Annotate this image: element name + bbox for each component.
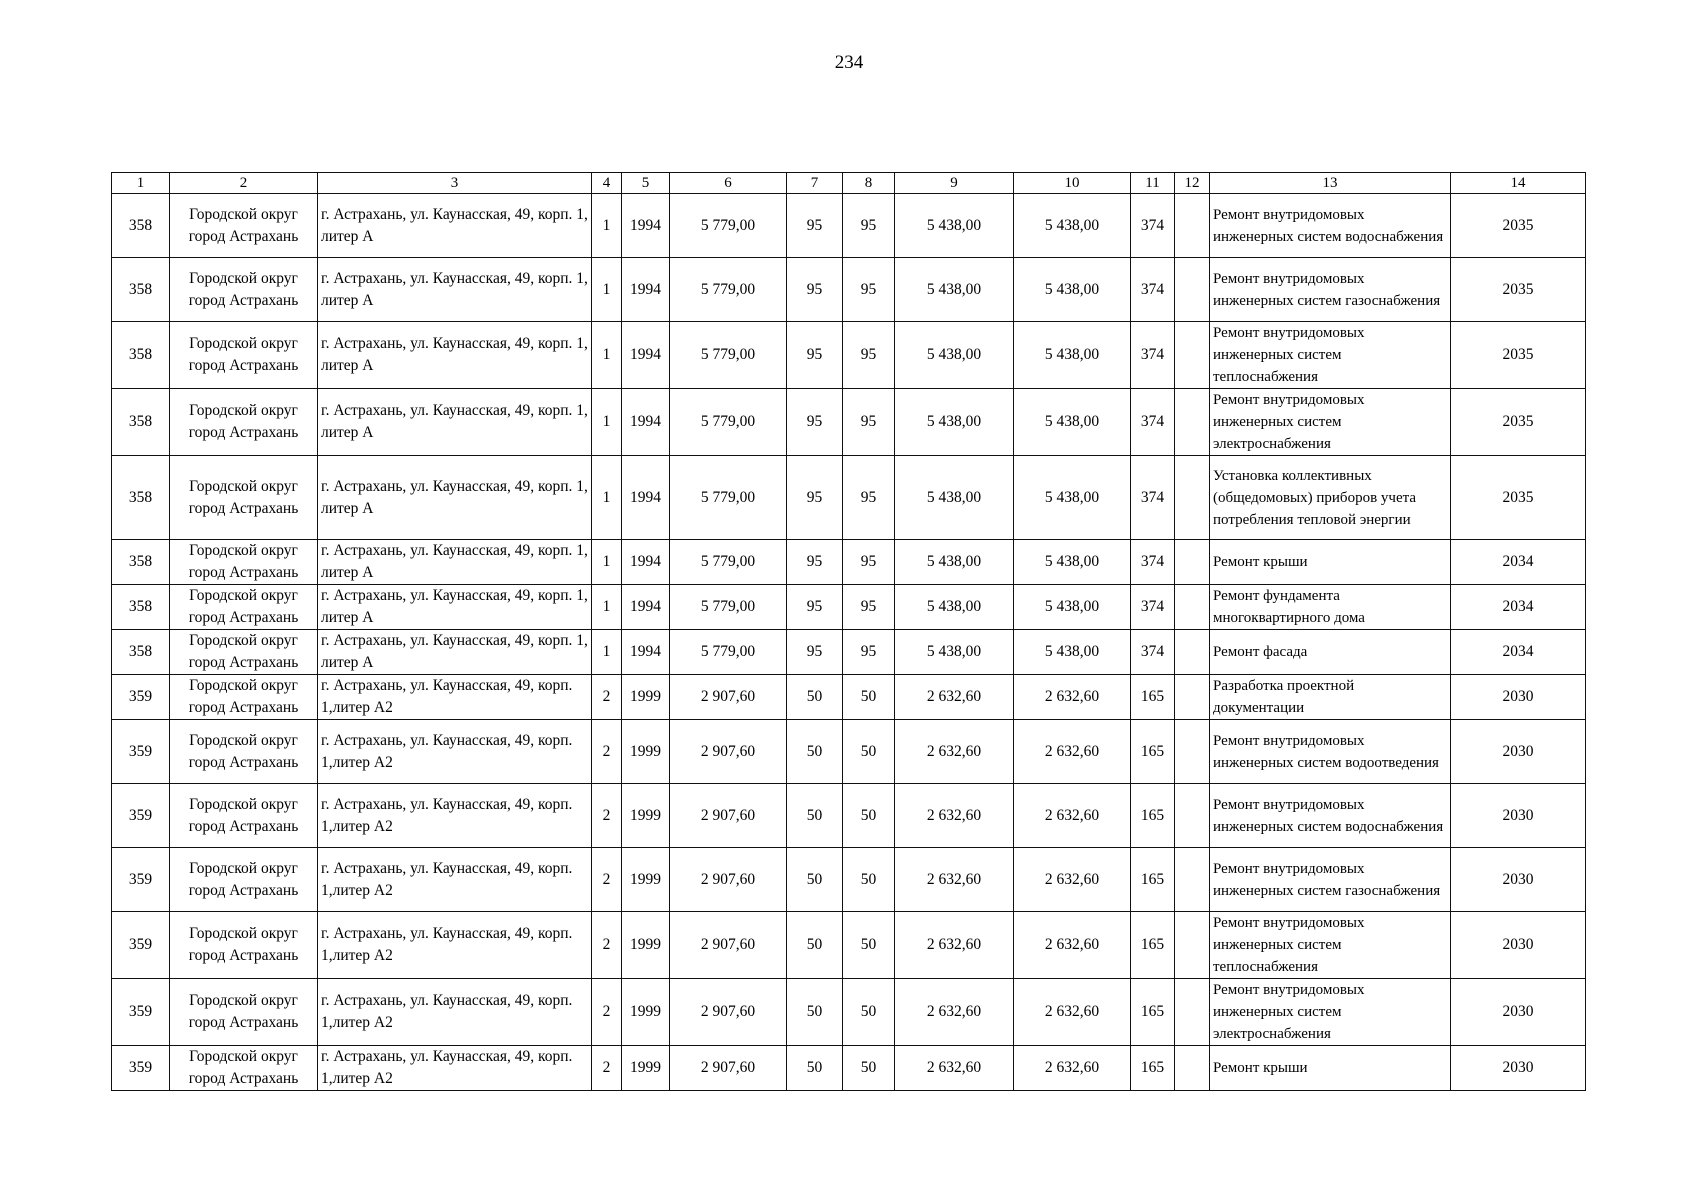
cell-year-built: 1999: [622, 979, 670, 1046]
cell-municipality: Городской округ город Астрахань: [170, 784, 318, 848]
cell-col-9: 5 438,00: [895, 258, 1014, 322]
cell-col-4: 1: [592, 322, 622, 389]
cell-residents: 165: [1131, 848, 1175, 912]
cell-work-type: Ремонт внутридомовых инженерных систем водоснабжения: [1210, 784, 1451, 848]
cell-col-4: 2: [592, 675, 622, 720]
cell-planned-year: 2030: [1451, 720, 1586, 784]
column-number-header-row: [112, 173, 1586, 194]
cell-work-type: Ремонт фасада: [1210, 630, 1451, 675]
cell-total-area: 2 907,60: [670, 1046, 787, 1091]
cell-planned-year: 2030: [1451, 848, 1586, 912]
cell-col-10: 2 632,60: [1014, 675, 1131, 720]
cell-planned-year: 2030: [1451, 675, 1586, 720]
cell-col-7: 95: [787, 389, 843, 456]
table-row: [112, 912, 1586, 979]
cell-record-number: 359: [112, 720, 170, 784]
table-row: [112, 585, 1586, 630]
cell-record-number: 359: [112, 848, 170, 912]
cell-residents: 374: [1131, 585, 1175, 630]
cell-col-12: [1175, 194, 1210, 258]
cell-municipality: Городской округ город Астрахань: [170, 258, 318, 322]
cell-total-area: 2 907,60: [670, 912, 787, 979]
cell-year-built: 1994: [622, 258, 670, 322]
cell-residents: 374: [1131, 322, 1175, 389]
cell-col-9: 2 632,60: [895, 1046, 1014, 1091]
cell-col-10: 2 632,60: [1014, 979, 1131, 1046]
cell-year-built: 1999: [622, 848, 670, 912]
cell-col-7: 95: [787, 194, 843, 258]
cell-planned-year: 2030: [1451, 912, 1586, 979]
cell-col-4: 1: [592, 540, 622, 585]
cell-municipality: Городской округ город Астрахань: [170, 848, 318, 912]
cell-col-9: 5 438,00: [895, 322, 1014, 389]
cell-col-12: [1175, 1046, 1210, 1091]
cell-col-8: 50: [843, 979, 895, 1046]
cell-record-number: 359: [112, 675, 170, 720]
cell-total-area: 5 779,00: [670, 630, 787, 675]
cell-col-8: 50: [843, 848, 895, 912]
cell-work-type: Ремонт крыши: [1210, 1046, 1451, 1091]
page-number: 234: [834, 52, 864, 73]
cell-planned-year: 2034: [1451, 585, 1586, 630]
cell-work-type: Ремонт фундамента многоквартирного дома: [1210, 585, 1451, 630]
cell-col-7: 50: [787, 912, 843, 979]
cell-work-type: Ремонт внутридомовых инженерных систем водоснабжения: [1210, 194, 1451, 258]
table-row: [112, 540, 1586, 585]
cell-address: г. Астрахань, ул. Каунасская, 49, корп. 1, литер А: [318, 322, 592, 389]
cell-col-10: 5 438,00: [1014, 322, 1131, 389]
cell-col-9: 2 632,60: [895, 979, 1014, 1046]
cell-total-area: 5 779,00: [670, 585, 787, 630]
cell-col-12: [1175, 540, 1210, 585]
cell-col-10: 2 632,60: [1014, 912, 1131, 979]
cell-municipality: Городской округ город Астрахань: [170, 979, 318, 1046]
cell-col-4: 2: [592, 720, 622, 784]
column-header: 12: [1175, 173, 1210, 194]
cell-col-4: 2: [592, 784, 622, 848]
cell-total-area: 5 779,00: [670, 540, 787, 585]
cell-municipality: Городской округ город Астрахань: [170, 540, 318, 585]
cell-col-10: 2 632,60: [1014, 848, 1131, 912]
cell-col-7: 95: [787, 630, 843, 675]
cell-col-10: 5 438,00: [1014, 194, 1131, 258]
cell-col-7: 95: [787, 540, 843, 585]
cell-col-8: 50: [843, 720, 895, 784]
cell-residents: 165: [1131, 1046, 1175, 1091]
cell-col-8: 95: [843, 540, 895, 585]
cell-address: г. Астрахань, ул. Каунасская, 49, корп. 1,литер А2: [318, 1046, 592, 1091]
cell-col-4: 1: [592, 194, 622, 258]
cell-record-number: 358: [112, 585, 170, 630]
cell-col-9: 2 632,60: [895, 675, 1014, 720]
cell-record-number: 359: [112, 1046, 170, 1091]
cell-work-type: Установка коллективных (общедомовых) приборов учета потребления тепловой энергии: [1210, 456, 1451, 540]
cell-col-7: 95: [787, 322, 843, 389]
cell-col-9: 2 632,60: [895, 848, 1014, 912]
cell-col-4: 2: [592, 848, 622, 912]
cell-year-built: 1994: [622, 322, 670, 389]
cell-residents: 374: [1131, 630, 1175, 675]
table-row: [112, 258, 1586, 322]
cell-municipality: Городской округ город Астрахань: [170, 322, 318, 389]
table-body: [112, 194, 1586, 1091]
cell-col-4: 2: [592, 912, 622, 979]
cell-col-7: 50: [787, 720, 843, 784]
cell-year-built: 1994: [622, 585, 670, 630]
cell-record-number: 358: [112, 194, 170, 258]
cell-year-built: 1994: [622, 540, 670, 585]
cell-col-7: 50: [787, 1046, 843, 1091]
cell-col-8: 95: [843, 194, 895, 258]
cell-col-9: 2 632,60: [895, 720, 1014, 784]
column-header: 8: [843, 173, 895, 194]
cell-col-10: 2 632,60: [1014, 784, 1131, 848]
cell-municipality: Городской округ город Астрахань: [170, 675, 318, 720]
cell-col-9: 2 632,60: [895, 784, 1014, 848]
cell-col-8: 95: [843, 258, 895, 322]
cell-residents: 374: [1131, 540, 1175, 585]
cell-col-12: [1175, 585, 1210, 630]
cell-address: г. Астрахань, ул. Каунасская, 49, корп. 1,литер А2: [318, 675, 592, 720]
cell-total-area: 5 779,00: [670, 456, 787, 540]
cell-total-area: 5 779,00: [670, 389, 787, 456]
cell-residents: 165: [1131, 979, 1175, 1046]
cell-planned-year: 2035: [1451, 456, 1586, 540]
cell-col-9: 5 438,00: [895, 456, 1014, 540]
column-header: 3: [318, 173, 592, 194]
cell-year-built: 1994: [622, 630, 670, 675]
cell-col-4: 1: [592, 456, 622, 540]
cell-col-12: [1175, 258, 1210, 322]
table-row: [112, 979, 1586, 1046]
cell-address: г. Астрахань, ул. Каунасская, 49, корп. 1,литер А2: [318, 784, 592, 848]
cell-col-9: 5 438,00: [895, 389, 1014, 456]
cell-col-7: 50: [787, 979, 843, 1046]
cell-record-number: 358: [112, 456, 170, 540]
cell-col-8: 95: [843, 322, 895, 389]
cell-year-built: 1999: [622, 784, 670, 848]
cell-planned-year: 2035: [1451, 258, 1586, 322]
cell-col-7: 95: [787, 585, 843, 630]
cell-col-9: 2 632,60: [895, 912, 1014, 979]
cell-planned-year: 2035: [1451, 389, 1586, 456]
table-row: [112, 675, 1586, 720]
cell-col-10: 5 438,00: [1014, 258, 1131, 322]
cell-residents: 165: [1131, 675, 1175, 720]
cell-residents: 374: [1131, 456, 1175, 540]
cell-municipality: Городской округ город Астрахань: [170, 630, 318, 675]
cell-address: г. Астрахань, ул. Каунасская, 49, корп. 1,литер А2: [318, 848, 592, 912]
cell-col-12: [1175, 456, 1210, 540]
cell-residents: 165: [1131, 720, 1175, 784]
cell-total-area: 2 907,60: [670, 848, 787, 912]
cell-col-8: 50: [843, 1046, 895, 1091]
column-header: 10: [1014, 173, 1131, 194]
column-header: 4: [592, 173, 622, 194]
cell-col-10: 5 438,00: [1014, 456, 1131, 540]
cell-municipality: Городской округ город Астрахань: [170, 585, 318, 630]
cell-total-area: 2 907,60: [670, 979, 787, 1046]
cell-planned-year: 2034: [1451, 540, 1586, 585]
cell-address: г. Астрахань, ул. Каунасская, 49, корп. 1, литер А: [318, 630, 592, 675]
cell-col-8: 95: [843, 585, 895, 630]
cell-col-10: 2 632,60: [1014, 1046, 1131, 1091]
cell-record-number: 358: [112, 630, 170, 675]
cell-residents: 374: [1131, 258, 1175, 322]
cell-work-type: Ремонт внутридомовых инженерных систем газоснабжения: [1210, 258, 1451, 322]
cell-record-number: 359: [112, 784, 170, 848]
cell-year-built: 1999: [622, 1046, 670, 1091]
cell-col-7: 95: [787, 258, 843, 322]
cell-col-7: 95: [787, 456, 843, 540]
cell-planned-year: 2034: [1451, 630, 1586, 675]
column-header: 14: [1451, 173, 1586, 194]
cell-planned-year: 2035: [1451, 194, 1586, 258]
cell-year-built: 1999: [622, 675, 670, 720]
cell-total-area: 2 907,60: [670, 675, 787, 720]
table-row: [112, 456, 1586, 540]
table-row: [112, 1046, 1586, 1091]
cell-work-type: Ремонт внутридомовых инженерных систем электроснабжения: [1210, 389, 1451, 456]
cell-address: г. Астрахань, ул. Каунасская, 49, корп. 1, литер А: [318, 456, 592, 540]
cell-col-9: 5 438,00: [895, 194, 1014, 258]
cell-col-10: 5 438,00: [1014, 389, 1131, 456]
cell-col-4: 2: [592, 1046, 622, 1091]
table-row: [112, 720, 1586, 784]
cell-municipality: Городской округ город Астрахань: [170, 389, 318, 456]
cell-col-9: 5 438,00: [895, 585, 1014, 630]
cell-year-built: 1994: [622, 194, 670, 258]
cell-col-10: 5 438,00: [1014, 630, 1131, 675]
column-header: 11: [1131, 173, 1175, 194]
cell-municipality: Городской округ город Астрахань: [170, 1046, 318, 1091]
cell-planned-year: 2030: [1451, 1046, 1586, 1091]
table-row: [112, 630, 1586, 675]
cell-col-7: 50: [787, 848, 843, 912]
cell-record-number: 358: [112, 258, 170, 322]
cell-address: г. Астрахань, ул. Каунасская, 49, корп. 1, литер А: [318, 540, 592, 585]
cell-residents: 165: [1131, 784, 1175, 848]
cell-address: г. Астрахань, ул. Каунасская, 49, корп. 1,литер А2: [318, 979, 592, 1046]
cell-residents: 374: [1131, 194, 1175, 258]
cell-col-9: 5 438,00: [895, 540, 1014, 585]
cell-col-4: 1: [592, 630, 622, 675]
cell-col-10: 5 438,00: [1014, 585, 1131, 630]
cell-col-12: [1175, 784, 1210, 848]
cell-col-10: 2 632,60: [1014, 720, 1131, 784]
cell-col-8: 50: [843, 675, 895, 720]
column-header: 5: [622, 173, 670, 194]
cell-total-area: 2 907,60: [670, 784, 787, 848]
table-row: [112, 848, 1586, 912]
cell-residents: 165: [1131, 912, 1175, 979]
column-header: 6: [670, 173, 787, 194]
cell-col-12: [1175, 912, 1210, 979]
cell-year-built: 1999: [622, 720, 670, 784]
cell-record-number: 358: [112, 322, 170, 389]
cell-col-12: [1175, 389, 1210, 456]
cell-col-12: [1175, 720, 1210, 784]
cell-address: г. Астрахань, ул. Каунасская, 49, корп. 1, литер А: [318, 585, 592, 630]
cell-col-12: [1175, 848, 1210, 912]
cell-col-12: [1175, 322, 1210, 389]
column-header: 2: [170, 173, 318, 194]
housing-register-table: [111, 172, 1586, 1091]
cell-residents: 374: [1131, 389, 1175, 456]
cell-record-number: 358: [112, 540, 170, 585]
table-row: [112, 194, 1586, 258]
cell-address: г. Астрахань, ул. Каунасская, 49, корп. 1,литер А2: [318, 720, 592, 784]
cell-total-area: 5 779,00: [670, 194, 787, 258]
cell-col-4: 1: [592, 585, 622, 630]
cell-col-7: 50: [787, 675, 843, 720]
cell-col-12: [1175, 675, 1210, 720]
cell-address: г. Астрахань, ул. Каунасская, 49, корп. 1,литер А2: [318, 912, 592, 979]
cell-col-8: 95: [843, 389, 895, 456]
cell-col-4: 1: [592, 389, 622, 456]
cell-work-type: Ремонт внутридомовых инженерных систем теплоснабжения: [1210, 322, 1451, 389]
column-header: 9: [895, 173, 1014, 194]
column-header: 1: [112, 173, 170, 194]
cell-municipality: Городской округ город Астрахань: [170, 912, 318, 979]
cell-work-type: Ремонт внутридомовых инженерных систем теплоснабжения: [1210, 912, 1451, 979]
cell-col-8: 50: [843, 784, 895, 848]
table-row: [112, 389, 1586, 456]
cell-col-8: 95: [843, 630, 895, 675]
table-row: [112, 322, 1586, 389]
cell-work-type: Ремонт внутридомовых инженерных систем водоотведения: [1210, 720, 1451, 784]
cell-address: г. Астрахань, ул. Каунасская, 49, корп. 1, литер А: [318, 258, 592, 322]
cell-work-type: Ремонт внутридомовых инженерных систем газоснабжения: [1210, 848, 1451, 912]
cell-year-built: 1994: [622, 389, 670, 456]
cell-col-10: 5 438,00: [1014, 540, 1131, 585]
cell-total-area: 2 907,60: [670, 720, 787, 784]
cell-record-number: 359: [112, 979, 170, 1046]
cell-year-built: 1999: [622, 912, 670, 979]
cell-col-12: [1175, 630, 1210, 675]
cell-total-area: 5 779,00: [670, 258, 787, 322]
cell-col-4: 2: [592, 979, 622, 1046]
cell-address: г. Астрахань, ул. Каунасская, 49, корп. 1, литер А: [318, 194, 592, 258]
cell-municipality: Городской округ город Астрахань: [170, 194, 318, 258]
cell-planned-year: 2030: [1451, 979, 1586, 1046]
cell-year-built: 1994: [622, 456, 670, 540]
cell-planned-year: 2030: [1451, 784, 1586, 848]
column-header: 7: [787, 173, 843, 194]
cell-col-7: 50: [787, 784, 843, 848]
cell-col-8: 50: [843, 912, 895, 979]
cell-work-type: Ремонт крыши: [1210, 540, 1451, 585]
cell-address: г. Астрахань, ул. Каунасская, 49, корп. 1, литер А: [318, 389, 592, 456]
cell-col-9: 5 438,00: [895, 630, 1014, 675]
cell-col-4: 1: [592, 258, 622, 322]
cell-col-12: [1175, 979, 1210, 1046]
cell-record-number: 358: [112, 389, 170, 456]
cell-work-type: Ремонт внутридомовых инженерных систем электроснабжения: [1210, 979, 1451, 1046]
column-header: 13: [1210, 173, 1451, 194]
cell-col-8: 95: [843, 456, 895, 540]
cell-municipality: Городской округ город Астрахань: [170, 456, 318, 540]
cell-work-type: Разработка проектной документации: [1210, 675, 1451, 720]
table-row: [112, 784, 1586, 848]
cell-municipality: Городской округ город Астрахань: [170, 720, 318, 784]
cell-total-area: 5 779,00: [670, 322, 787, 389]
cell-planned-year: 2035: [1451, 322, 1586, 389]
cell-record-number: 359: [112, 912, 170, 979]
